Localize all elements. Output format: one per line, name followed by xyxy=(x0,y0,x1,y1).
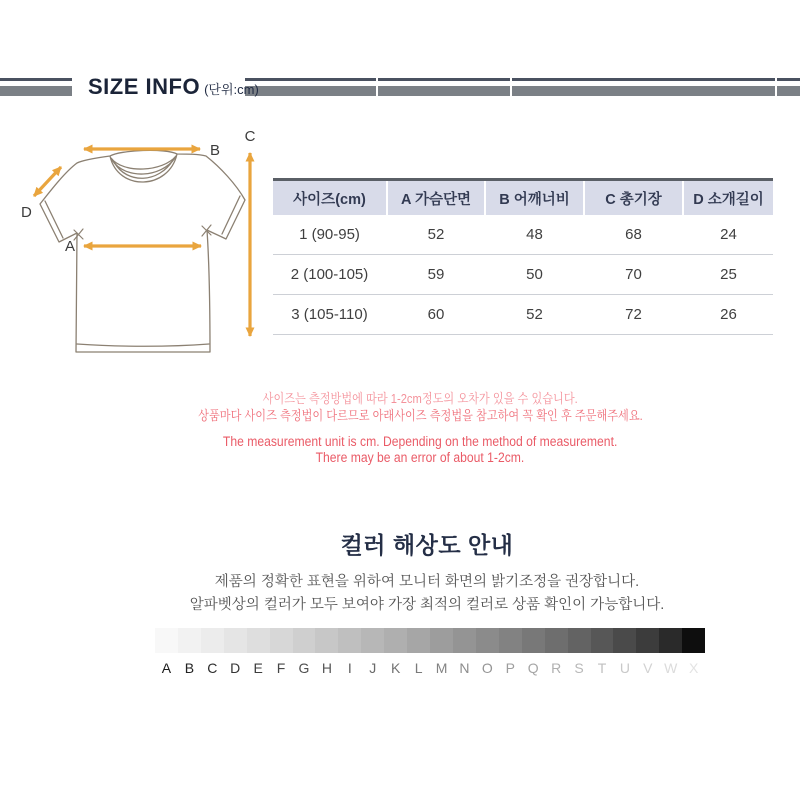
letter-C: C xyxy=(207,660,218,676)
letter-P: P xyxy=(505,660,515,676)
letter-G: G xyxy=(298,660,310,676)
gradient-segment xyxy=(636,628,659,653)
letter-X: X xyxy=(688,660,699,676)
label-a: A xyxy=(64,238,76,255)
gradient-segment xyxy=(476,628,499,653)
letter-T: T xyxy=(597,660,607,676)
color-guide-title: 컬러 해상도 안내 xyxy=(340,532,514,558)
gradient-segment xyxy=(407,628,430,653)
size-table xyxy=(273,178,773,335)
col-length: C 총기장 xyxy=(585,181,682,215)
letter-N: N xyxy=(459,660,470,676)
gradient-segment xyxy=(384,628,407,653)
letter-R: R xyxy=(551,660,562,676)
letter-H: H xyxy=(321,660,332,676)
header-stripe-right-3 xyxy=(512,78,775,96)
header-stripe-right-4 xyxy=(777,78,800,96)
letter-E: E xyxy=(253,660,263,676)
table-cell: 68 xyxy=(625,226,642,243)
notice-ko-line2: 상품마다 사이즈 측정법이 다르므로 아래사이즈 측정법을 참고하여 꼭 확인 후 주문해주세요. xyxy=(197,408,643,423)
header-stripe-right-2 xyxy=(378,78,510,96)
letter-Q: Q xyxy=(527,660,539,676)
gradient-segment xyxy=(224,628,247,653)
gradient-segment xyxy=(613,628,636,653)
header-stripe-right-1 xyxy=(245,78,376,96)
gradient-segment xyxy=(659,628,682,653)
table-cell: 60 xyxy=(427,306,445,323)
size-notice xyxy=(20,390,800,466)
notice-ko-line1: 사이즈는 측정방법에 따라 1-2cm정도의 오차가 있을 수 있습니다. xyxy=(262,391,578,406)
table-cell: 72 xyxy=(625,306,642,323)
gradient-segment xyxy=(247,628,270,653)
unit-note: (단위:cm) xyxy=(204,82,259,97)
tshirt-measurement-diagram xyxy=(20,110,280,370)
size-table-body xyxy=(273,215,773,335)
table-row xyxy=(273,215,773,255)
table-cell: 24 xyxy=(720,226,737,243)
letter-K: K xyxy=(391,660,401,676)
table-cell: 52 xyxy=(526,306,543,323)
gradient-segment xyxy=(568,628,591,653)
gradient-segment xyxy=(522,628,545,653)
col-size: 사이즈(cm) xyxy=(273,181,386,215)
color-guide-line2: 알파벳상의 컬러가 모두 보여야 가장 최적의 컬러로 상품 확인이 가능합니다. xyxy=(189,597,665,613)
stripe-gray-bar xyxy=(0,86,72,96)
gradient-segment xyxy=(338,628,361,653)
gradient-segment xyxy=(155,628,178,653)
table-cell: 48 xyxy=(526,226,543,243)
table-cell: 70 xyxy=(625,266,642,283)
gradient-segment xyxy=(315,628,338,653)
size-info-heading: SIZE INFO xyxy=(88,74,201,99)
letter-B: B xyxy=(184,660,195,676)
gradient-segment xyxy=(682,628,705,653)
letter-V: V xyxy=(643,660,653,676)
letter-L: L xyxy=(414,660,423,676)
letter-M: M xyxy=(435,660,448,676)
table-cell: 3 (105-110) xyxy=(291,306,368,323)
gradient-segment xyxy=(201,628,224,653)
letter-I: I xyxy=(347,660,352,676)
letter-O: O xyxy=(481,660,493,676)
gradient-segment xyxy=(293,628,316,653)
table-cell: 1 (90-95) xyxy=(299,226,360,243)
gradient-segment xyxy=(270,628,293,653)
notice-en-line2: There may be an error of about 1-2cm. xyxy=(315,450,525,465)
page-title xyxy=(88,74,259,100)
label-b: B xyxy=(210,142,221,159)
color-guide-line1: 제품의 정확한 표현을 위하여 모니터 화면의 밝기조정을 권장합니다. xyxy=(214,574,640,590)
table-cell: 26 xyxy=(720,306,737,323)
header-stripe-left xyxy=(0,78,72,96)
gradient-segment xyxy=(361,628,384,653)
table-cell: 25 xyxy=(720,266,737,283)
col-sleeve: D 소개길이 xyxy=(684,181,773,215)
letter-J: J xyxy=(369,660,377,676)
letter-F: F xyxy=(276,660,286,676)
letter-U: U xyxy=(619,660,630,676)
gradient-segment xyxy=(591,628,614,653)
label-d: D xyxy=(21,204,32,221)
color-guide-text xyxy=(27,571,800,617)
letter-W: W xyxy=(664,660,678,676)
table-cell: 2 (100-105) xyxy=(290,266,369,283)
col-chest: A 가슴단면 xyxy=(388,181,484,215)
letter-D: D xyxy=(230,660,241,676)
gradient-segment xyxy=(453,628,476,653)
table-cell: 59 xyxy=(427,266,445,283)
table-cell: 52 xyxy=(427,226,445,243)
table-cell: 50 xyxy=(526,266,543,283)
gradient-segment xyxy=(545,628,568,653)
label-c: C xyxy=(244,128,256,145)
notice-en-line1: The measurement unit is cm. Depending on the method of measurement. xyxy=(222,434,618,449)
letter-scale-row xyxy=(155,659,705,677)
table-row xyxy=(273,295,773,335)
letter-A: A xyxy=(161,660,172,676)
size-table-header xyxy=(273,178,773,215)
table-row xyxy=(273,255,773,295)
col-shoulder: B 어깨너비 xyxy=(486,181,583,215)
grayscale-gradient-bar xyxy=(155,628,705,653)
letter-S: S xyxy=(574,660,584,676)
gradient-segment xyxy=(499,628,522,653)
gradient-segment xyxy=(430,628,453,653)
gradient-segment xyxy=(178,628,201,653)
